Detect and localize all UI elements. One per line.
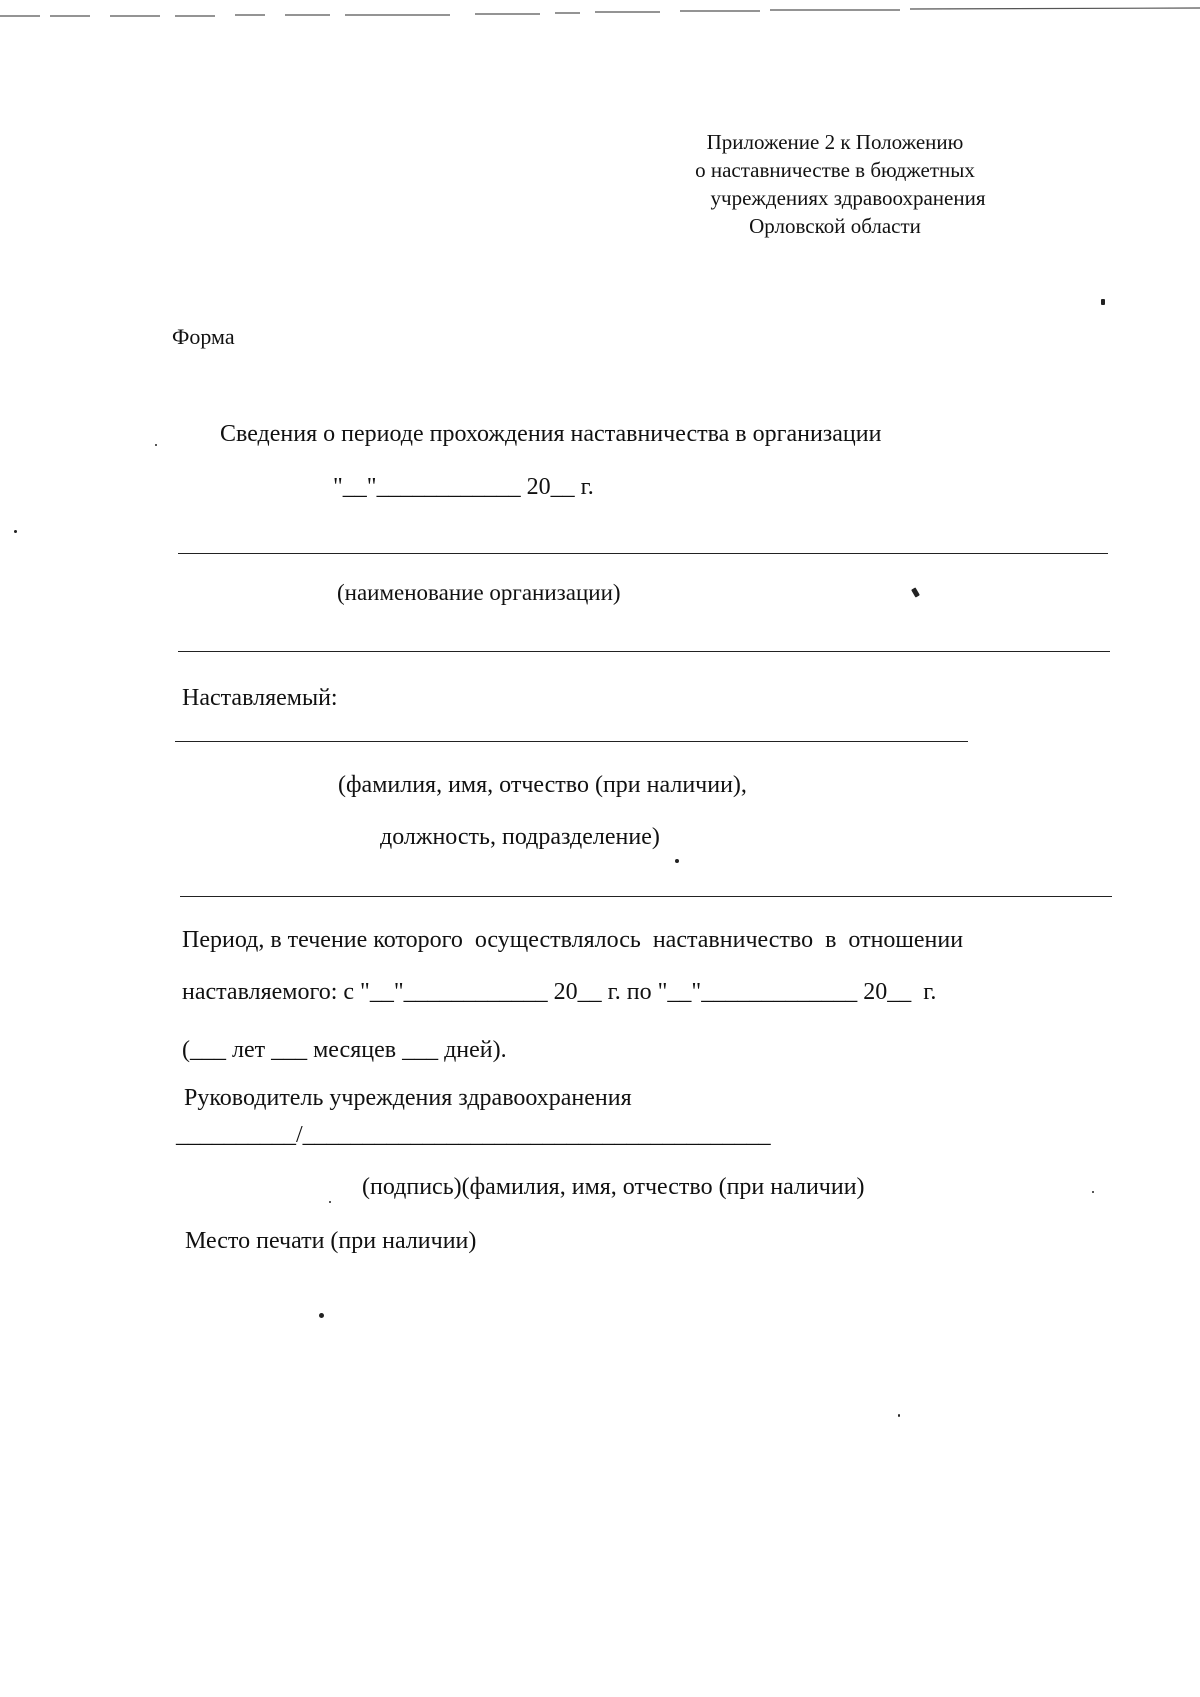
period-line-3: (___ лет ___ месяцев ___ дней).: [182, 1037, 507, 1063]
signature-caption: (подпись)(фамилия, имя, отчество (при наличии): [362, 1174, 865, 1200]
mentee-caption-2: должность, подразделение): [380, 824, 660, 850]
period-line-1: Период, в течение которого осуществлялось наставничество в отношении: [182, 927, 964, 953]
scan-speck: [675, 859, 679, 863]
date-line: "__"____________ 20__ г.: [333, 474, 594, 500]
org-caption: (наименование организации): [337, 580, 621, 605]
period-line-2: наставляемого: с "__"____________ 20__ г. по "__"_____________ 20__ г.: [182, 979, 937, 1005]
head-label: Руководитель учреждения здравоохранения: [184, 1085, 632, 1111]
scan-edge-artifact: [0, 0, 1200, 22]
scan-speck: [1101, 299, 1105, 305]
form-label: Форма: [172, 324, 235, 349]
scan-speck: [898, 1414, 900, 1417]
scan-speck: [319, 1313, 324, 1318]
scan-speck: [14, 530, 17, 533]
mentee-position-line: [180, 896, 1112, 897]
seal-label: Место печати (при наличии): [185, 1228, 477, 1254]
org-name-line-top: [178, 553, 1108, 554]
document-title: Сведения о периоде прохождения наставничества в организации: [220, 421, 882, 447]
mentee-label: Наставляемый:: [182, 685, 338, 711]
scan-speck: [155, 444, 157, 446]
annex-line-1: Приложение 2 к Положению: [706, 130, 964, 154]
scan-speck: [911, 587, 920, 597]
scan-speck: [329, 1201, 331, 1203]
signature-line: __________/_______________________________________: [176, 1122, 771, 1148]
org-name-line-bottom: [178, 651, 1110, 652]
mentee-name-line: [175, 741, 968, 742]
annex-line-4: Орловской области: [749, 214, 921, 238]
annex-line-2: о наставничестве в бюджетных: [695, 158, 975, 182]
annex-header: [660, 128, 1010, 240]
mentee-caption-1: (фамилия, имя, отчество (при наличии),: [338, 772, 747, 798]
annex-line-3: учреждениях здравоохранения: [710, 186, 986, 210]
scan-speck: [1092, 1191, 1094, 1193]
